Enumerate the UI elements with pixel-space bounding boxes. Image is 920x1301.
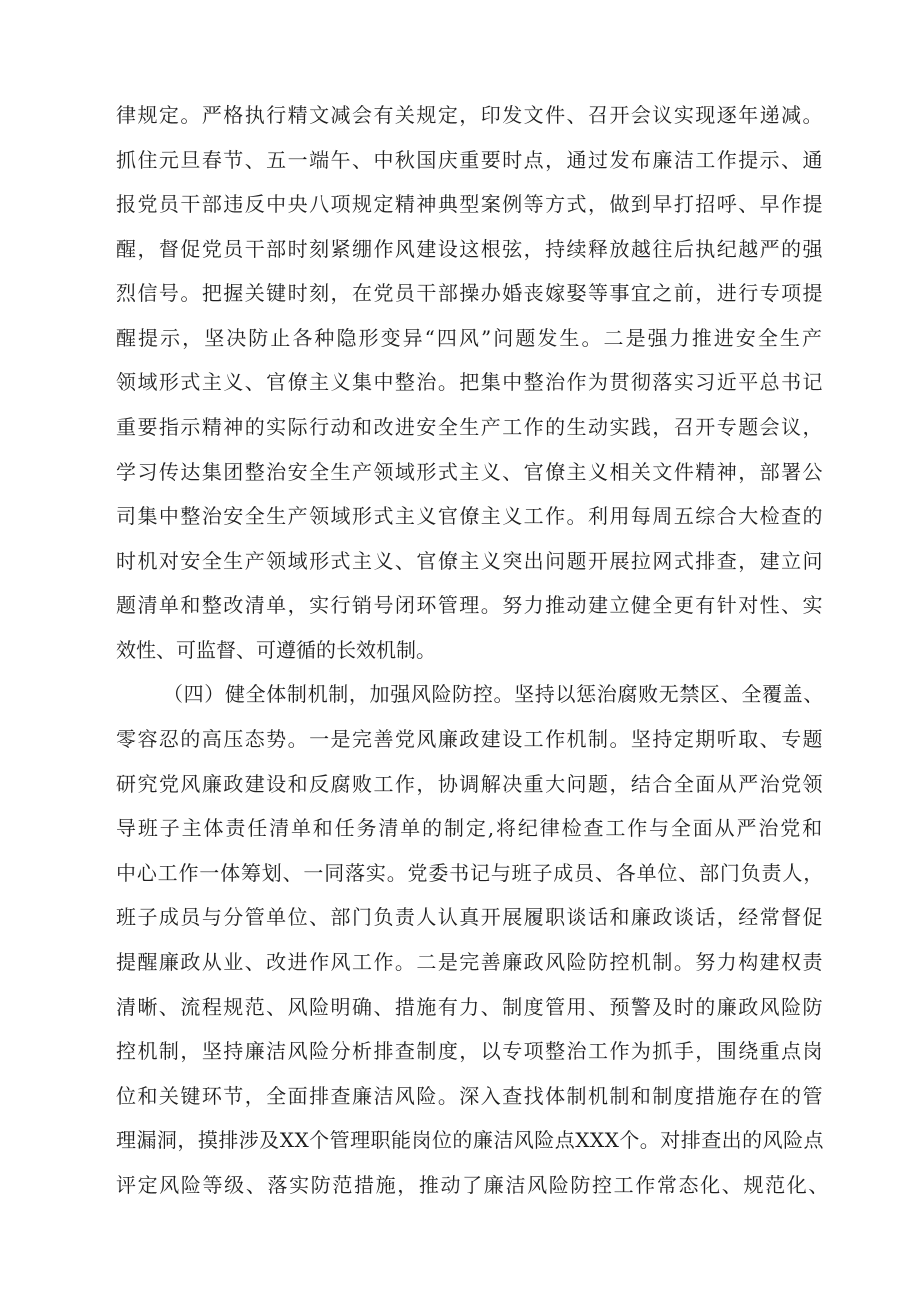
text-line: 律规定。严格执行精文减会有关规定，印发文件、召开会议实现逐年递减。 [116, 103, 825, 127]
text-line: 提醒廉政从业、改进作风工作。二是完善廉政风险防控机制。努力构建权责 [116, 950, 825, 974]
text-line: 报党员干部违反中央八项规定精神典型案例等方式，做到早打招呼、早作提 [116, 192, 825, 216]
text-line: 导班子主体责任清单和任务清单的制定,将纪律检查工作与全面从严治党和 [116, 816, 825, 840]
text-line: 醒，督促党员干部时刻紧绷作风建设这根弦，持续释放越往后执纪越严的强 [116, 237, 825, 261]
text-line: 题清单和整改清单，实行销号闭环管理。努力推动建立健全更有针对性、实 [116, 593, 825, 617]
text-line: 零容忍的高压态势。一是完善党风廉政建设工作机制。坚持定期听取、专题 [116, 727, 825, 751]
text-line: 烈信号。把握关键时刻，在党员干部操办婚丧嫁娶等事宜之前，进行专项提 [116, 281, 825, 305]
text-line: 控机制，坚持廉洁风险分析排查制度，以专项整治工作为抓手，围绕重点岗 [116, 1039, 825, 1063]
text-line: 中心工作一体筹划、一同落实。党委书记与班子成员、各单位、部门负责人， [116, 861, 825, 885]
text-line: 抓住元旦春节、五一端午、中秋国庆重要时点，通过发布廉洁工作提示、通 [116, 148, 825, 172]
text-line: （四）健全体制机制，加强风险防控。坚持以惩治腐败无禁区、全覆盖、 [163, 682, 824, 706]
text-line: 班子成员与分管单位、部门负责人认真开展履职谈话和廉政谈话，经常督促 [116, 905, 825, 929]
text-line: 醒提示，坚决防止各种隐形变异“四风”问题发生。二是强力推进安全生产 [116, 326, 824, 350]
text-line: 位和关键环节，全面排查廉洁风险。深入查找体制机制和制度措施存在的管 [116, 1084, 825, 1108]
text-line: 评定风险等级、落实防范措施，推动了廉洁风险防控工作常态化、规范化、 [116, 1173, 830, 1197]
text-line: 司集中整治安全生产领域形式主义官僚主义工作。利用每周五综合大检查的 [116, 504, 825, 528]
text-line: 重要指示精神的实际行动和改进安全生产工作的生动实践，召开专题会议， [116, 415, 825, 439]
text-line: 研究党风廉政建设和反腐败工作，协调解决重大问题，结合全面从严治党领 [116, 772, 825, 796]
text-line: 学习传达集团整治安全生产领域形式主义、官僚主义相关文件精神，部署公 [116, 460, 825, 484]
text-line: 领域形式主义、官僚主义集中整治。把集中整治作为贯彻落实习近平总书记 [116, 370, 825, 394]
text-line: 理漏洞，摸排涉及XX个管理职能岗位的廉洁风险点XXX个。对排查出的风险点 [116, 1128, 825, 1152]
text-line: 效性、可监督、可遵循的长效机制。 [116, 638, 436, 662]
text-line: 清晰、流程规范、风险明确、措施有力、制度管用、预警及时的廉政风险防 [116, 995, 825, 1019]
text-line: 时机对安全生产领域形式主义、官僚主义突出问题开展拉网式排查，建立问 [116, 549, 825, 573]
